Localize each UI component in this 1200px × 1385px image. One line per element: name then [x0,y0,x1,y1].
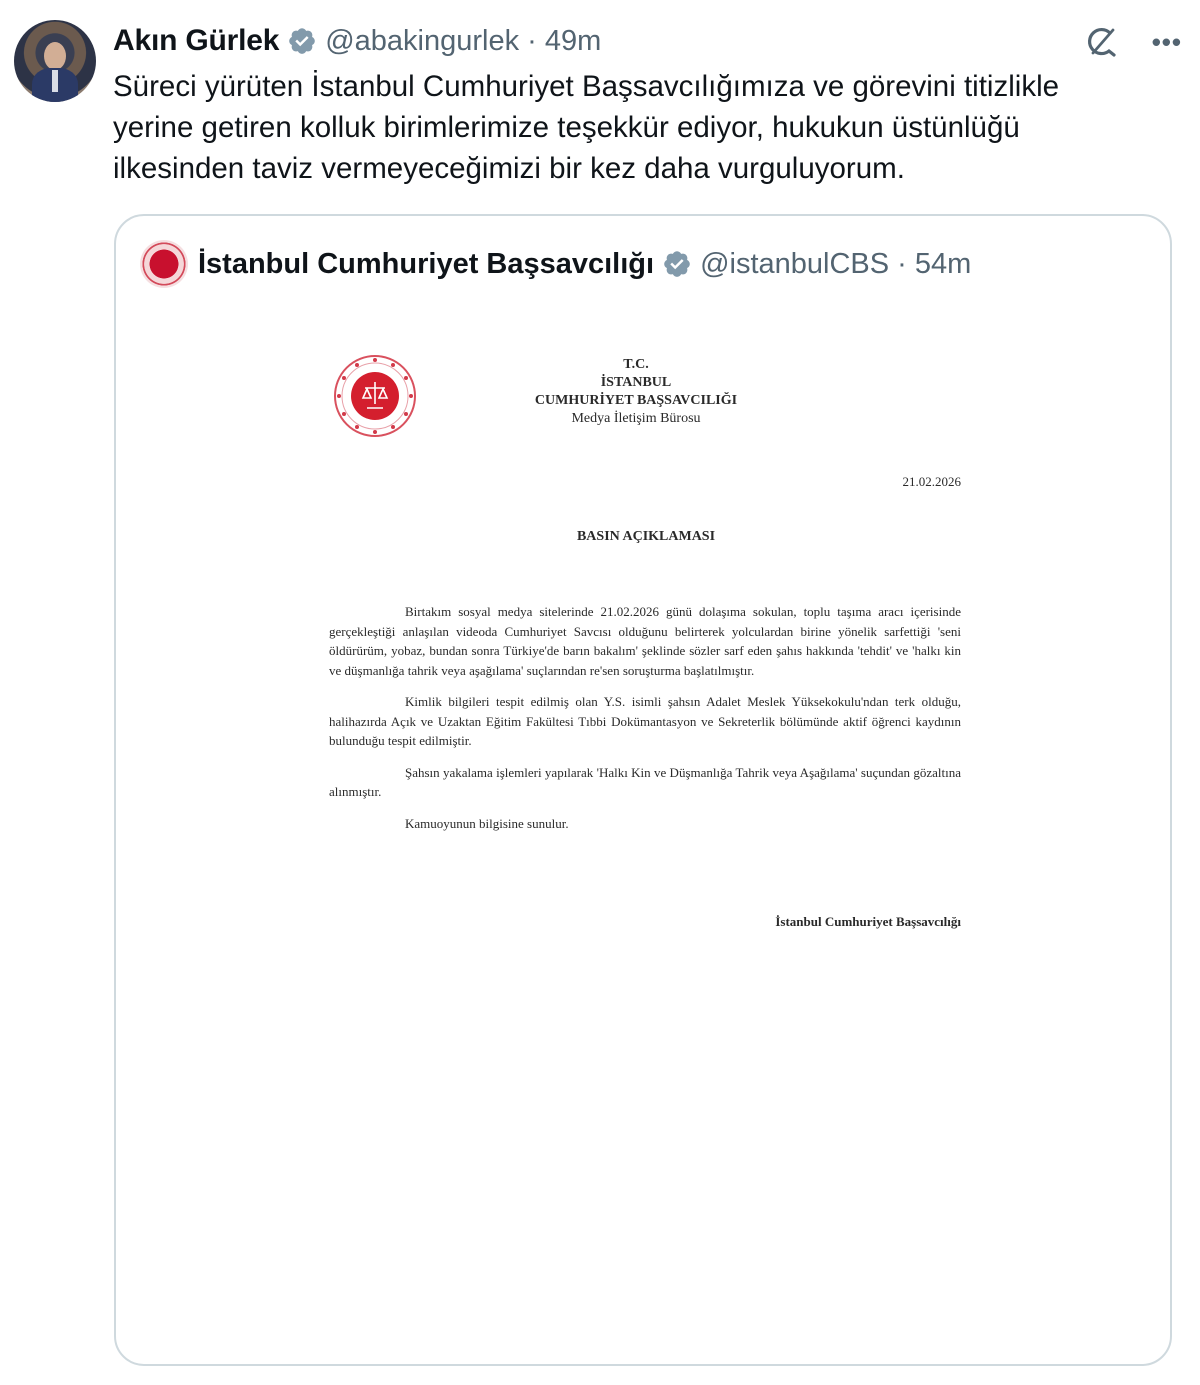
author-handle-time[interactable]: @abakingurlek · 49m [325,24,602,57]
doc-header-line: CUMHURİYET BAŞSAVCILIĞI [534,393,738,408]
quoted-tweet-header [140,240,971,288]
avatar-tie [52,70,58,92]
author-name[interactable]: Akın Gürlek [113,24,280,57]
author-avatar[interactable] [14,20,96,102]
doc-paragraph: Kamuoyunun bilgisine sunulur. [405,815,569,831]
document-body [329,602,961,845]
document-date: 21.02.2026 [902,474,961,489]
doc-paragraph: Birtakım sosyal medya sitelerinde 21.02.2026 günü dolaşıma sokulan, toplu taşıma aracı içerisinde gerçekleştiği anlaşılan videoda Cumhuriyet Savcısı olduğunu belirterek yolculardan birine yönelik sarfettiği 'seni öldürürüm, yobaz, bundan sonra Türkiye'de barın bakalım' şeklinde sözler sarf eden şahıs hakkında 'tehdit' ve 'halkı kin ve düşmanlığa tahrik veya aşağılama' suçlarından re'sen soruşturma başlatılmıştır. [329,604,961,678]
quoted-author-handle-time[interactable]: @istanbulCBS · 54m [700,247,972,280]
doc-paragraph: Şahsın yakalama işlemleri yapılarak 'Halkı Kin ve Düşmanlığa Tahrik veya Aşağılama' suçundan gözaltına alınmıştır. [329,764,961,799]
tweet-text-line: ilkesinden taviz vermeyeceğimizi bir kez daha vurguluyorum. [113,152,905,185]
verified-badge-icon [287,26,317,56]
document-title: BASIN AÇIKLAMASI [576,529,716,544]
tweet-actions [1084,24,1182,60]
avatar-face [44,42,66,70]
more-icon[interactable]: ••• [1151,27,1182,57]
doc-header-line: İSTANBUL [600,375,672,390]
doc-header-line: Medya İletişim Bürosu [571,411,701,426]
tweet-text-line: yerine getiren kolluk birimlerimize teşekkür ediyor, hukukun üstünlüğü [113,111,1020,144]
press-release-document-image[interactable] [321,346,981,966]
quoted-author-name[interactable]: İstanbul Cumhuriyet Başsavcılığı [198,247,655,280]
prosecutor-seal-icon [333,354,417,438]
tweet-header [113,22,601,60]
doc-header-line: T.C. [623,357,649,372]
verified-badge-icon [662,249,692,279]
document-signature: İstanbul Cumhuriyet Başsavcılığı [775,914,961,929]
doc-paragraph: Kimlik bilgileri tespit edilmiş olan Y.S. isimli şahsın Adalet Meslek Yüksekokulu'ndan terk olduğu, halihazırda Açık ve Uzaktan Eğitim Fakültesi Tıbbi Dokümantasyon ve Sekreterlik bölümünde aktif öğrenci kaydının bulunduğu tespit edilmiştir. [329,694,961,748]
tweet-text [113,66,1173,189]
document-header [471,356,801,428]
quoted-author-avatar[interactable] [140,240,188,288]
tweet-text-line: Süreci yürüten İstanbul Cumhuriyet Başsavcılığımıza ve görevini titizlikle [113,70,1060,103]
quoted-tweet[interactable] [114,214,1172,1366]
grok-icon[interactable] [1084,24,1120,60]
